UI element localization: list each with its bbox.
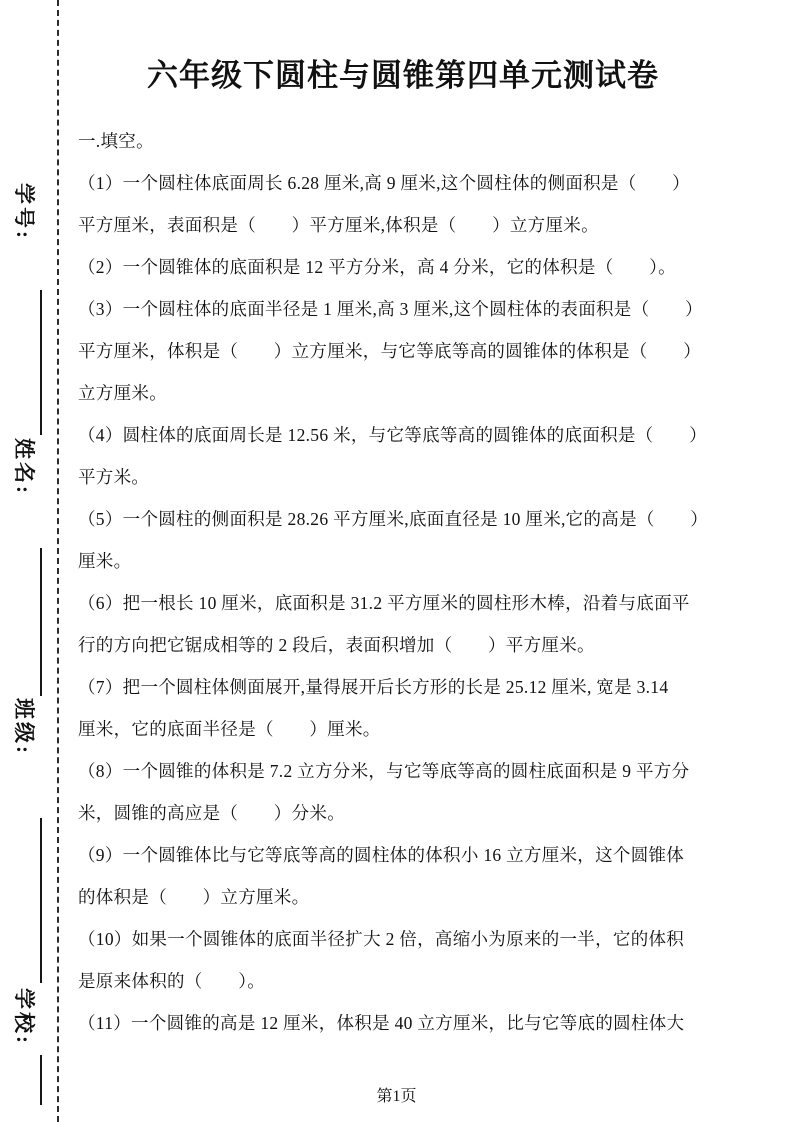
seal-line-dashed [57, 0, 59, 1122]
page-footer: 第1页 [376, 1088, 417, 1105]
seal-label-school: 学校: [12, 988, 36, 1046]
text-line: 平方厘米，表面积是（ ）平方厘米,体积是（ ）立方厘米。 [78, 215, 599, 235]
text-line: 是原来体积的（ ）。 [78, 971, 266, 991]
text-line: （8）一个圆锥的体积是 7.2 立方分米，与它等底等高的圆柱底面积是 9 平方分 [78, 761, 690, 781]
page-title: 六年级下圆柱与圆锥第四单元测试卷 [147, 58, 659, 93]
text-line: 平方米。 [78, 467, 150, 487]
text-line: （9）一个圆锥体比与它等底等高的圆柱体的体积小 16 立方厘米，这个圆锥体 [78, 845, 685, 865]
text-line: 厘米。 [78, 551, 132, 571]
text-line: （11）一个圆锥的高是 12 厘米，体积是 40 立方厘米，比与它等底的圆柱体大 [78, 1013, 685, 1033]
text-line: 的体积是（ ）立方厘米。 [78, 887, 310, 907]
seal-blank-line-student-number [40, 290, 42, 435]
seal-label-name: 姓名: [12, 438, 36, 496]
text-line: 立方厘米。 [78, 383, 167, 403]
text-line: 行的方向把它锯成相等的 2 段后，表面积增加（ ）平方厘米。 [78, 635, 595, 655]
text-line: （2）一个圆锥体的底面积是 12 平方分米，高 4 分米，它的体积是（ ）。 [78, 257, 676, 277]
text-line: 米，圆锥的高应是（ ）分米。 [78, 803, 345, 823]
text-line: 平方厘米，体积是（ ）立方厘米，与它等底等高的圆锥体的体积是（ ） [78, 341, 701, 361]
text-line: 厘米，它的底面半径是（ ）厘米。 [78, 719, 381, 739]
text-line: （1）一个圆柱体底面周长 6.28 厘米,高 9 厘米,这个圆柱体的侧面积是（ ） [78, 173, 690, 193]
text-line: （7）把一个圆柱体侧面展开,量得展开后长方形的长是 25.12 厘米, 宽是 3.14 [78, 677, 669, 697]
seal-blank-line-class [40, 818, 42, 983]
text-line: （6）把一根长 10 厘米，底面积是 31.2 平方厘米的圆柱形木棒，沿着与底面平 [78, 593, 690, 613]
seal-blank-line-name [40, 548, 42, 696]
section-heading-fill-in-blanks: 一.填空。 [78, 131, 154, 151]
text-line: （10）如果一个圆锥体的底面半径扩大 2 倍，高缩小为原来的一半，它的体积 [78, 929, 685, 949]
text-line: （3）一个圆柱体的底面半径是 1 厘米,高 3 厘米,这个圆柱体的表面积是（ ） [78, 299, 703, 319]
text-line: （5）一个圆柱的侧面积是 28.26 平方厘米,底面直径是 10 厘米,它的高是（ ） [78, 509, 709, 529]
text-line: （4）圆柱体的底面周长是 12.56 米，与它等底等高的圆锥体的底面积是（ ） [78, 425, 707, 445]
seal-label-student-number: 学号: [12, 183, 36, 241]
seal-label-class: 班级: [12, 698, 36, 756]
paper-content [78, 56, 728, 1044]
